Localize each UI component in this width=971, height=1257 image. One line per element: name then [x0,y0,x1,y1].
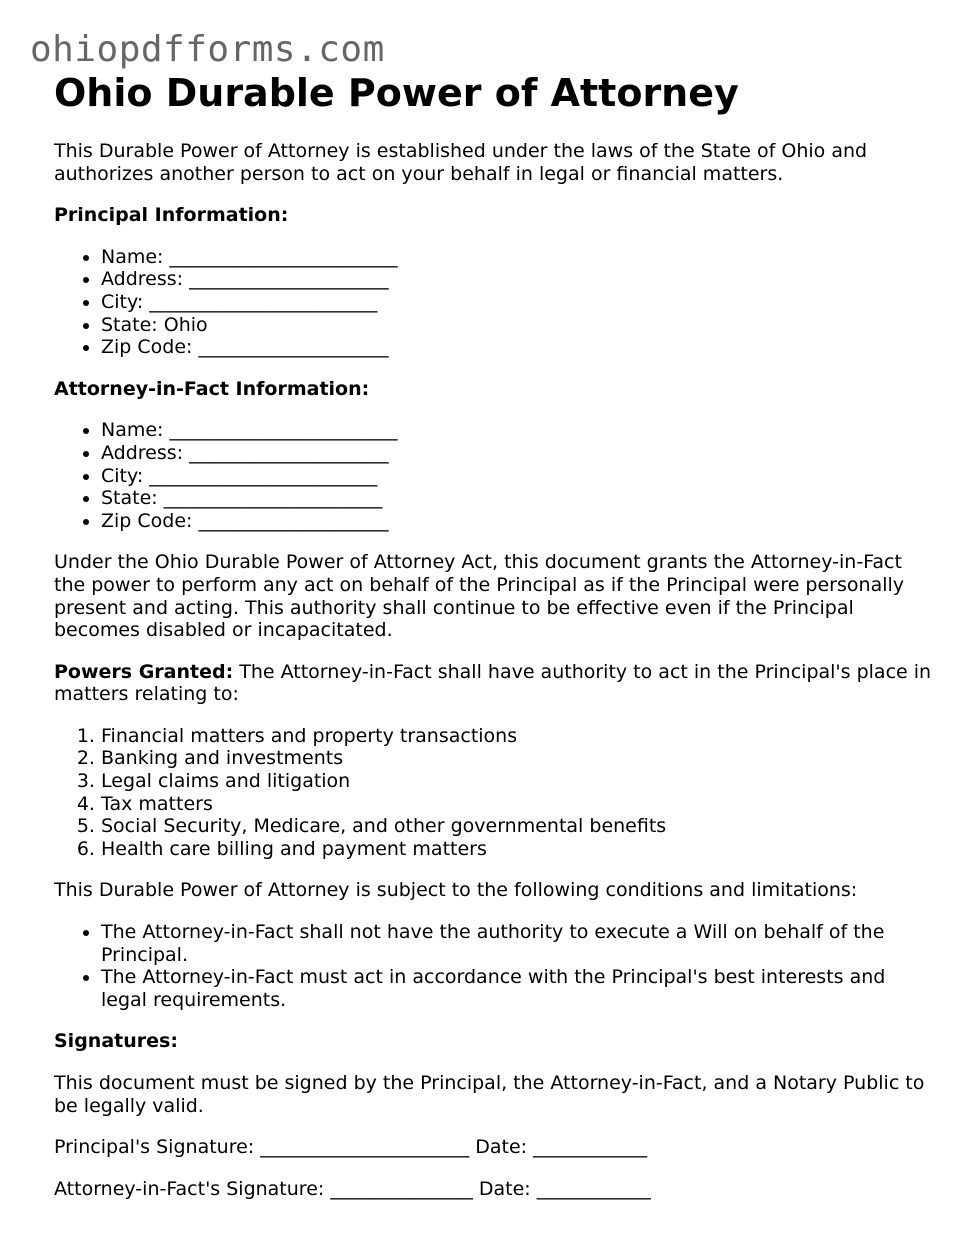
attorney-state-field: • State: _______________________ [101,487,934,510]
page-title: Ohio Durable Power of Attorney [54,71,739,115]
attorney-signature-line: Attorney-in-Fact's Signature: _______________ Date: ____________ [54,1177,651,1200]
signatures-note: This document must be signed by the Principal, the Attorney-in-Fact, and a Notary Public to be legally valid. [54,1072,925,1117]
principal-state-field: • State: Ohio [101,314,934,337]
powers-label: Powers Granted: [54,660,234,683]
powers-paragraph [54,661,934,706]
power-item: 1. Financial matters and property transactions [101,725,934,748]
intro-paragraph: This Durable Power of Attorney is established under the laws of the State of Ohio and authorizes another person to act on your behalf in legal or financial matters. [54,140,868,185]
principal-address-field: • Address: _____________________ [101,268,934,291]
principal-zip-field: • Zip Code: ____________________ [101,336,934,359]
site-watermark: ohiopdfforms.com [30,29,385,70]
attorney-name-field: • Name: ________________________ [101,419,934,442]
attorney-city-field: • City: ________________________ [101,465,934,488]
conditions-list [54,921,934,1011]
powers-text: The Attorney-in-Fact shall have authority to act in the Principal's place in matters relating to: [54,660,932,706]
power-item: 4. Tax matters [101,793,934,816]
power-item: 6. Health care billing and payment matters [101,838,934,861]
power-item: 5. Social Security, Medicare, and other governmental benefits [101,815,934,838]
principal-fields-list [54,246,934,359]
powers-list [54,725,934,861]
principal-signature-line: Principal's Signature: ______________________ Date: ____________ [54,1136,648,1159]
condition-item: • The Attorney-in-Fact shall not have the authority to execute a Will on behalf of the Principal. [101,921,934,966]
attorney-zip-field: • Zip Code: ____________________ [101,510,934,533]
principal-heading: Principal Information: [54,204,289,227]
document-body [54,70,934,1219]
principal-city-field: • City: ________________________ [101,291,934,314]
principal-name-field: • Name: ________________________ [101,246,934,269]
condition-item: • The Attorney-in-Fact must act in accordance with the Principal's best interests and legal requirements. [101,966,934,1011]
power-item: 2. Banking and investments [101,747,934,770]
attorney-heading: Attorney-in-Fact Information: [54,377,370,400]
attorney-fields-list [54,419,934,532]
signatures-heading: Signatures: [54,1030,178,1053]
act-paragraph: Under the Ohio Durable Power of Attorney Act, this document grants the Attorney-in-Fact the power to perform any act on behalf of the Principal as if the Principal were personally present and acting. This authority shall continue to be effective even if the Principal becomes disabled or incapacitated. [54,551,905,642]
attorney-address-field: • Address: _____________________ [101,442,934,465]
power-item: 3. Legal claims and litigation [101,770,934,793]
conditions-intro: This Durable Power of Attorney is subject to the following conditions and limitations: [54,879,858,902]
